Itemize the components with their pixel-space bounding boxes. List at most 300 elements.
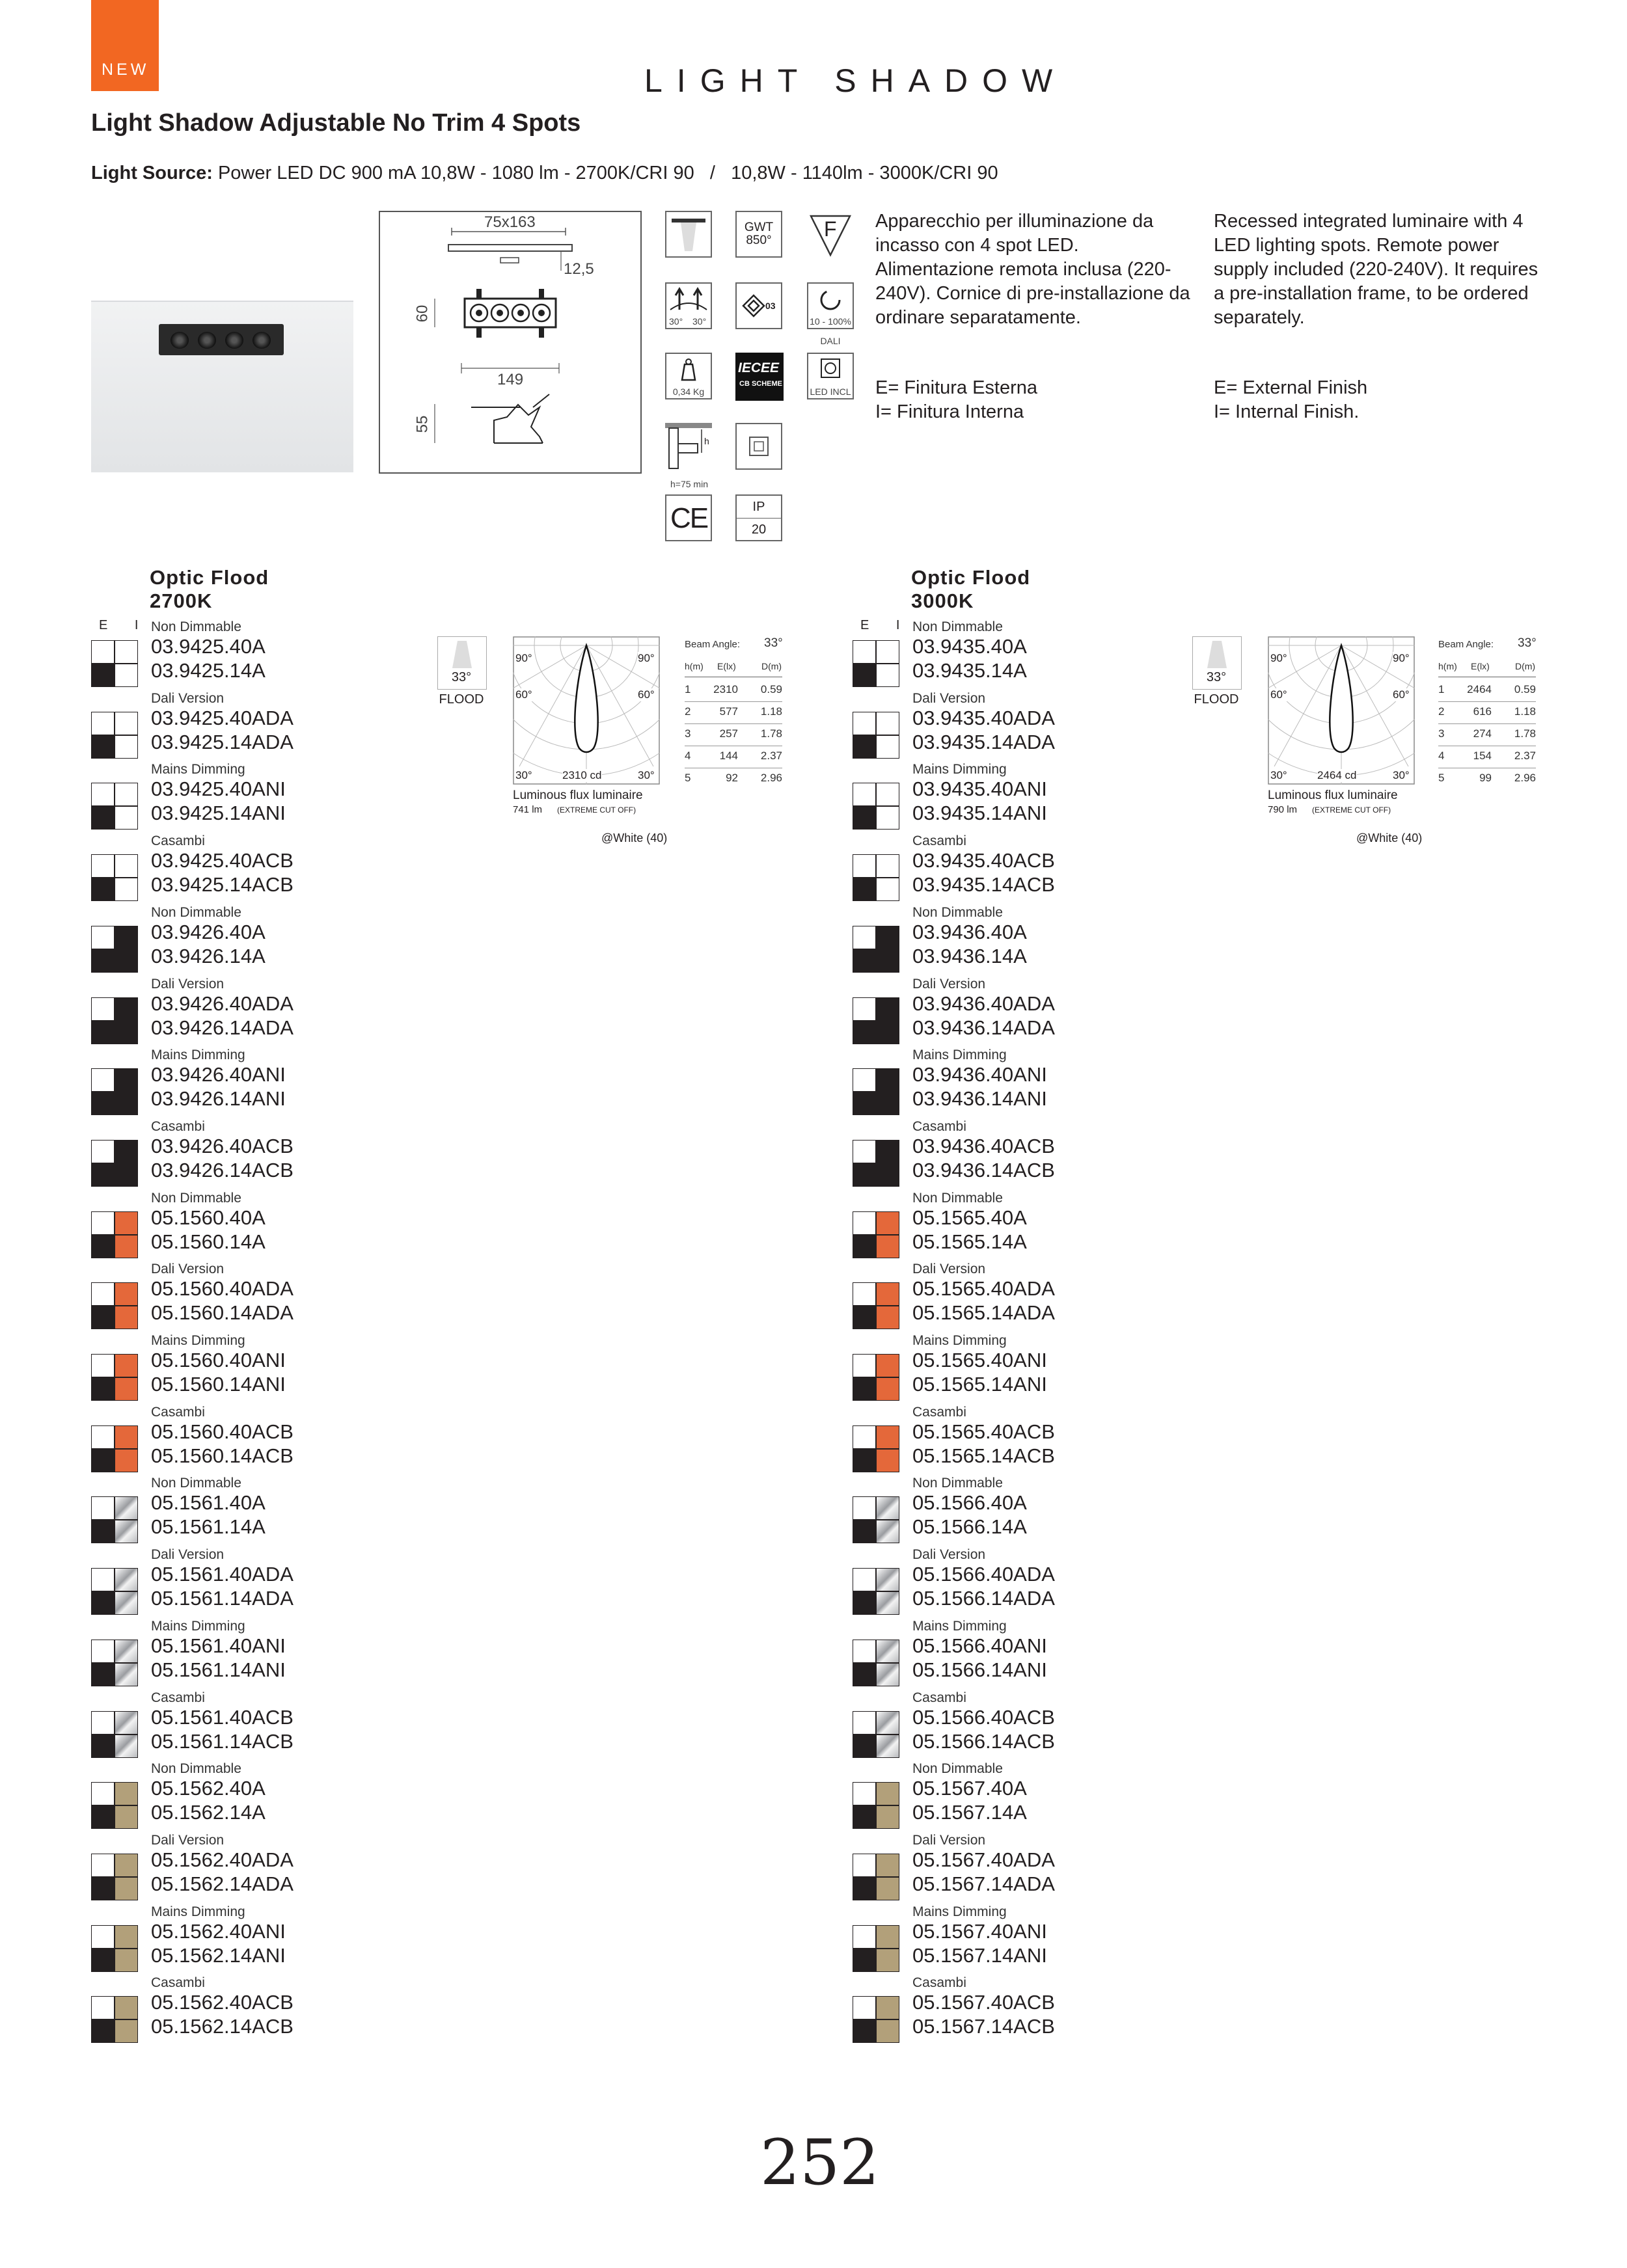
- optic-badge-angle: 33°: [1206, 670, 1227, 684]
- finish-swatch-external: [853, 1640, 876, 1663]
- finish-swatch-internal: [876, 1306, 899, 1329]
- variant-label: Dali Version: [151, 1262, 225, 1277]
- variant-label: Casambi: [912, 1975, 966, 1991]
- variant-label: Mains Dimming: [912, 1333, 1007, 1348]
- finish-legend-it: E= Finitura Esterna I= Finitura Interna: [875, 377, 1038, 422]
- dimension-depth: 12,5: [564, 260, 594, 278]
- product-code: 03.9436.40A: [912, 920, 1027, 943]
- finish-swatch-external: [853, 1306, 876, 1329]
- finish-swatch-external: [91, 1782, 115, 1805]
- table-cell: 2464: [1467, 683, 1492, 695]
- product-code: 05.1560.40A: [151, 1206, 266, 1229]
- height-h: h: [704, 436, 709, 446]
- polar-angle-label: 90°: [1393, 652, 1410, 664]
- finish-swatch-internal: [115, 1711, 138, 1735]
- product-code: 05.1561.40ANI: [151, 1634, 286, 1657]
- finish-swatch-internal: [115, 1092, 138, 1115]
- finish-swatch-external: [91, 1591, 115, 1615]
- finish-swatch-external: [91, 783, 115, 806]
- product-code: 03.9435.40A: [912, 635, 1027, 658]
- finish-swatch-external: [91, 1021, 115, 1044]
- finish-swatch-internal: [115, 735, 138, 759]
- table-cell: 274: [1473, 727, 1492, 740]
- ei-header: E I: [860, 618, 912, 632]
- finish-swatch-internal: [115, 1425, 138, 1449]
- technical-drawing-svg: [380, 212, 640, 472]
- table-cell: 577: [719, 705, 738, 718]
- product-code: 05.1561.14ANI: [151, 1658, 286, 1681]
- table-cell: 2: [685, 705, 691, 718]
- product-code: 03.9426.40ANI: [151, 1063, 286, 1087]
- product-code: 05.1566.40A: [912, 1491, 1027, 1515]
- finish-swatch-external: [91, 664, 115, 687]
- variant-label: Non Dimmable: [151, 1190, 241, 1206]
- variant-label: Non Dimmable: [912, 1761, 1003, 1777]
- product-code: 05.1560.40ACB: [151, 1420, 294, 1443]
- finish-swatch-external: [91, 1449, 115, 1472]
- finish-swatch-external: [853, 1496, 876, 1520]
- finish-swatch-external: [853, 1782, 876, 1805]
- product-code: 05.1560.14A: [151, 1230, 266, 1253]
- product-code: 05.1566.40ACB: [912, 1705, 1055, 1729]
- finish-swatch-internal: [115, 1877, 138, 1900]
- product-code: 05.1565.40ACB: [912, 1420, 1055, 1443]
- finish-swatch-external: [853, 1520, 876, 1543]
- finish-swatch-internal: [876, 1092, 899, 1115]
- product-code: 03.9436.40ACB: [912, 1134, 1055, 1157]
- finish-swatch-internal: [876, 1354, 899, 1377]
- polar-angle-label: 30°: [515, 769, 532, 781]
- variant-label: Dali Version: [151, 690, 225, 706]
- product-title: Light Shadow Adjustable No Trim 4 Spots: [91, 109, 581, 137]
- polar-angle-label: 30°: [1393, 769, 1410, 781]
- finish-swatch-internal: [115, 1354, 138, 1377]
- table-cell: 2.96: [1514, 772, 1536, 784]
- table-header: D(m): [761, 661, 782, 671]
- product-code: 05.1561.40ACB: [151, 1705, 294, 1729]
- finish-swatch-internal: [115, 664, 138, 687]
- variant-label: Non Dimmable: [151, 1761, 241, 1777]
- finish-swatch-external: [91, 1068, 115, 1092]
- beam-angle-label: Beam Angle:: [1438, 639, 1494, 650]
- finish-swatch-internal: [115, 1211, 138, 1235]
- product-code: 05.1560.14ANI: [151, 1373, 286, 1396]
- finish-swatch-internal: [115, 1735, 138, 1758]
- product-code: 03.9426.40A: [151, 920, 266, 943]
- finish-swatch-internal: [115, 2019, 138, 2043]
- finish-swatch-external: [853, 1877, 876, 1900]
- polar-angle-label: 60°: [638, 688, 655, 701]
- finish-swatch-external: [853, 1568, 876, 1591]
- product-code: 03.9435.14ADA: [912, 730, 1055, 753]
- finish-swatch-external: [853, 997, 876, 1021]
- variant-label: Casambi: [912, 833, 966, 849]
- table-cell: 2310: [713, 683, 738, 695]
- finish-swatch-external: [853, 1663, 876, 1686]
- finish-swatch-external: [91, 2019, 115, 2043]
- finish-swatch-external: [91, 926, 115, 949]
- optic-title: Optic Flood: [911, 566, 1031, 589]
- product-code: 05.1565.14A: [912, 1230, 1027, 1253]
- variant-label: Mains Dimming: [912, 1904, 1007, 1919]
- finish-swatch-external: [853, 1140, 876, 1163]
- variant-label: Dali Version: [912, 1832, 986, 1848]
- ei-header: E I: [99, 618, 150, 632]
- finish-swatch-external: [91, 997, 115, 1021]
- finish-swatch-internal: [876, 1663, 899, 1686]
- table-row-rule: [685, 701, 782, 702]
- polar-angle-label: 90°: [638, 652, 655, 664]
- weight-label: 0,34 Kg: [672, 386, 705, 397]
- finish-swatch-external: [91, 1854, 115, 1877]
- product-code: 05.1561.14ACB: [151, 1729, 294, 1753]
- finish-swatch-external: [91, 1282, 115, 1306]
- finish-swatch-internal: [876, 854, 899, 878]
- product-code: 03.9426.14A: [151, 944, 266, 967]
- finish-swatch-internal: [876, 1282, 899, 1306]
- finish-swatch-internal: [115, 1996, 138, 2019]
- product-code: 05.1560.40ANI: [151, 1349, 286, 1371]
- finish-swatch-external: [91, 1425, 115, 1449]
- variant-label: Non Dimmable: [912, 1190, 1003, 1206]
- product-code: 05.1565.40A: [912, 1206, 1027, 1229]
- product-code: 03.9425.14A: [151, 659, 266, 682]
- product-code: 05.1562.14ACB: [151, 2015, 294, 2038]
- finish-swatch-external: [853, 806, 876, 830]
- finish-swatch-external: [91, 1520, 115, 1543]
- finish-swatch-internal: [876, 1591, 899, 1615]
- product-code: 03.9425.14ANI: [151, 802, 286, 825]
- polar-angle-label: 60°: [1270, 688, 1287, 701]
- flux-note: (EXTREME CUT OFF): [557, 805, 636, 815]
- finish-swatch-internal: [115, 1235, 138, 1258]
- finish-swatch-internal: [876, 640, 899, 664]
- finish-swatch-external: [91, 1711, 115, 1735]
- table-cell: 257: [719, 727, 738, 740]
- product-code: 05.1565.14ADA: [912, 1301, 1055, 1325]
- table-cell: 4: [685, 749, 691, 762]
- product-code: 05.1567.40ANI: [912, 1919, 1047, 1943]
- ip-rating-icon: [735, 494, 782, 541]
- product-code: 03.9426.40ACB: [151, 1134, 294, 1157]
- finish-swatch-internal: [115, 1377, 138, 1401]
- polar-angle-label: 30°: [1270, 769, 1287, 781]
- table-row-rule: [1438, 723, 1536, 724]
- brand-title: LIGHT SHADOW: [644, 62, 1067, 99]
- product-code: 05.1566.14ADA: [912, 1587, 1055, 1610]
- product-code: 05.1561.14A: [151, 1515, 266, 1539]
- finish-swatch-internal: [115, 712, 138, 735]
- finish-swatch-external: [91, 1140, 115, 1163]
- finish-swatch-internal: [876, 1854, 899, 1877]
- finish-swatch-internal: [115, 997, 138, 1021]
- dimension-width-bottom: 149: [497, 371, 524, 388]
- finish-swatch-internal: [115, 1163, 138, 1187]
- variant-label: Casambi: [151, 833, 205, 849]
- finish-swatch-internal: [115, 1306, 138, 1329]
- finish-swatch-internal: [876, 1021, 899, 1044]
- table-cell: 0.59: [760, 683, 782, 695]
- finish-swatch-external: [91, 640, 115, 664]
- finish-swatch-internal: [876, 878, 899, 901]
- finish-swatch-internal: [115, 1854, 138, 1877]
- variant-label: Non Dimmable: [912, 1476, 1003, 1491]
- product-code: 03.9436.14ANI: [912, 1087, 1047, 1111]
- table-header: E(lx): [717, 661, 736, 671]
- variant-label: Dali Version: [151, 1832, 225, 1848]
- variant-label: Dali Version: [912, 690, 986, 706]
- recessed-icon: [665, 211, 712, 258]
- finish-swatch-internal: [115, 878, 138, 901]
- table-cell: 2.37: [760, 749, 782, 762]
- table-cell: 3: [1438, 727, 1445, 740]
- finish-swatch-internal: [876, 1496, 899, 1520]
- product-code: 05.1566.40ADA: [912, 1563, 1055, 1586]
- finish-swatch-external: [91, 1092, 115, 1115]
- finish-swatch-internal: [115, 1663, 138, 1686]
- ce-label: CE: [670, 502, 708, 534]
- polar-angle-label: 30°: [638, 769, 655, 781]
- product-code: 03.9425.40ACB: [151, 849, 294, 872]
- finish-swatch-external: [853, 1211, 876, 1235]
- finish-swatch-internal: [876, 1782, 899, 1805]
- product-code: 05.1561.40A: [151, 1491, 266, 1515]
- polar-angle-label: 90°: [1270, 652, 1287, 664]
- product-code: 05.1566.14ACB: [912, 1729, 1055, 1753]
- optic-badge-label: FLOOD: [439, 692, 484, 707]
- finish-swatch-external: [853, 1591, 876, 1615]
- iecee-label: IECEE: [738, 360, 780, 375]
- finish-swatch-external: [91, 854, 115, 878]
- product-code: 03.9425.40ANI: [151, 777, 286, 801]
- table-header: E(lx): [1471, 661, 1490, 671]
- finish-swatch-internal: [876, 926, 899, 949]
- finish-swatch-external: [853, 1996, 876, 2019]
- description-it: Apparecchio per illuminazione da incasso con 4 spot LED. Alimentazione remota inclusa (220-240V). Cornice di pre-installazione da ordinare separatamente.: [875, 211, 1190, 328]
- product-code: 05.1565.14ANI: [912, 1373, 1047, 1396]
- table-cell: 5: [1438, 772, 1445, 784]
- finish-swatch-external: [91, 949, 115, 973]
- product-code: 05.1567.14ADA: [912, 1872, 1055, 1895]
- finish-swatch-external: [853, 1735, 876, 1758]
- flux-label: Luminous flux luminaire: [1268, 789, 1398, 802]
- finish-swatch-external: [91, 1663, 115, 1686]
- finish-swatch-external: [853, 1449, 876, 1472]
- class-icon: [735, 282, 782, 329]
- product-code: 03.9426.14ADA: [151, 1016, 294, 1039]
- dim-range: 10 - 100%: [810, 316, 851, 327]
- flux-value: 790 lm: [1268, 804, 1298, 815]
- gwt-label: GWT: [744, 221, 774, 234]
- product-code: 03.9435.40ACB: [912, 849, 1055, 872]
- finish-swatch-internal: [876, 1949, 899, 1972]
- polar-angle-label: 90°: [515, 652, 532, 664]
- finish-swatch-external: [853, 783, 876, 806]
- optic-title: Optic Flood: [150, 566, 269, 589]
- table-cell: 99: [1479, 772, 1492, 784]
- finish-swatch-internal: [115, 1640, 138, 1663]
- finish-note: @White (40): [601, 831, 668, 844]
- product-code: 03.9436.40ANI: [912, 1063, 1047, 1087]
- product-code: 05.1560.14ACB: [151, 1444, 294, 1467]
- table-row-rule: [1438, 701, 1536, 702]
- finish-swatch-internal: [115, 1140, 138, 1163]
- tilt-right: 30°: [692, 316, 707, 327]
- optic-badge-label: FLOOD: [1194, 692, 1239, 707]
- finish-swatch-external: [853, 735, 876, 759]
- finish-swatch-internal: [876, 1640, 899, 1663]
- finish-swatch-internal: [876, 1996, 899, 2019]
- table-cell: 5: [685, 772, 691, 784]
- product-photo: [91, 301, 353, 472]
- product-code: 05.1562.14A: [151, 1801, 266, 1824]
- variant-label: Non Dimmable: [151, 619, 241, 634]
- product-code: 05.1567.14ANI: [912, 1943, 1047, 1967]
- gwt-icon: [735, 211, 782, 258]
- product-code: 03.9426.14ACB: [151, 1158, 294, 1181]
- finish-swatch-external: [853, 1949, 876, 1972]
- finish-swatch-internal: [115, 1520, 138, 1543]
- product-code: 03.9435.14A: [912, 659, 1027, 682]
- ip-label: IP: [737, 496, 781, 519]
- beam-angle-value: 33°: [1518, 636, 1537, 650]
- finish-swatch-internal: [115, 926, 138, 949]
- flux-note: (EXTREME CUT OFF): [1312, 805, 1391, 815]
- finish-swatch-internal: [876, 1711, 899, 1735]
- flux-label: Luminous flux luminaire: [513, 789, 643, 802]
- finish-swatch-internal: [876, 1377, 899, 1401]
- weight-icon: [665, 353, 712, 399]
- finish-swatch-external: [91, 806, 115, 830]
- variant-label: Dali Version: [912, 976, 986, 992]
- finish-swatch-external: [91, 1949, 115, 1972]
- product-code: 03.9425.40ADA: [151, 706, 294, 729]
- finish-swatch-external: [853, 1235, 876, 1258]
- variant-label: Casambi: [151, 1404, 205, 1420]
- iecee-sub: CB SCHEME: [739, 380, 783, 388]
- finish-swatch-external: [91, 1306, 115, 1329]
- led-incl-icon: [807, 353, 854, 399]
- product-code: 05.1562.40ADA: [151, 1848, 294, 1871]
- beam-angle-label: Beam Angle:: [685, 639, 741, 650]
- variant-label: Mains Dimming: [912, 1047, 1007, 1063]
- new-badge-label: NEW: [102, 61, 150, 79]
- finish-swatch-internal: [876, 1925, 899, 1949]
- finish-swatch-external: [853, 1021, 876, 1044]
- finish-swatch-internal: [876, 1068, 899, 1092]
- finish-swatch-internal: [115, 1949, 138, 1972]
- finish-swatch-external: [91, 1496, 115, 1520]
- finish-swatch-internal: [876, 1735, 899, 1758]
- dimension-width-top: 75x163: [484, 213, 536, 231]
- finish-swatch-external: [91, 1805, 115, 1829]
- finish-swatch-internal: [115, 1449, 138, 1472]
- finish-swatch-external: [853, 664, 876, 687]
- product-code: 05.1566.40ANI: [912, 1634, 1047, 1657]
- variant-label: Non Dimmable: [912, 619, 1003, 634]
- table-cell: 4: [1438, 749, 1445, 762]
- finish-swatch-external: [91, 1354, 115, 1377]
- product-code: 05.1566.14ANI: [912, 1658, 1047, 1681]
- page-number: 252: [760, 2126, 880, 2199]
- finish-swatch-internal: [115, 1925, 138, 1949]
- variant-label: Non Dimmable: [912, 904, 1003, 920]
- product-code: 03.9435.40ANI: [912, 777, 1047, 801]
- finish-swatch-internal: [876, 1163, 899, 1187]
- finish-swatch-internal: [876, 1877, 899, 1900]
- finish-note: @White (40): [1356, 831, 1423, 844]
- product-code: 05.1560.14ADA: [151, 1301, 294, 1325]
- finish-legend-en: E= External Finish I= Internal Finish.: [1214, 377, 1368, 422]
- new-badge: [91, 0, 159, 91]
- finish-swatch-internal: [876, 664, 899, 687]
- finish-swatch-internal: [876, 1520, 899, 1543]
- finish-swatch-internal: [115, 1568, 138, 1591]
- finish-swatch-internal: [115, 1805, 138, 1829]
- finish-swatch-internal: [876, 735, 899, 759]
- finish-swatch-external: [91, 712, 115, 735]
- product-code: 03.9435.14ANI: [912, 802, 1047, 825]
- finish-swatch-external: [853, 1092, 876, 1115]
- table-header: h(m): [685, 661, 704, 671]
- variant-label: Dali Version: [151, 976, 225, 992]
- peak-intensity: 2310 cd: [562, 769, 602, 781]
- finish-swatch-internal: [115, 1782, 138, 1805]
- product-code: 05.1567.40ADA: [912, 1848, 1055, 1871]
- finish-swatch-external: [853, 1805, 876, 1829]
- description-en: Recessed integrated luminaire with 4 LED lighting spots. Remote power supply included (220-240V). It requires a pre-installation frame, to be ordered separately.: [1214, 211, 1538, 328]
- finish-swatch-external: [91, 1163, 115, 1187]
- finish-swatch-internal: [115, 783, 138, 806]
- finish-swatch-external: [91, 1640, 115, 1663]
- product-code: 05.1565.40ADA: [912, 1277, 1055, 1301]
- table-cell: 1.78: [1514, 727, 1536, 740]
- finish-swatch-external: [91, 1735, 115, 1758]
- finish-swatch-external: [853, 712, 876, 735]
- finish-swatch-internal: [876, 1140, 899, 1163]
- product-code: 05.1561.40ADA: [151, 1563, 294, 1586]
- finish-swatch-internal: [876, 949, 899, 973]
- variant-label: Mains Dimming: [151, 1904, 245, 1919]
- variant-label: Mains Dimming: [151, 1618, 245, 1634]
- finish-swatch-internal: [876, 783, 899, 806]
- product-code: 05.1562.14ADA: [151, 1872, 294, 1895]
- peak-intensity: 2464 cd: [1317, 769, 1357, 781]
- product-code: 03.9426.40ADA: [151, 992, 294, 1015]
- product-code: 05.1565.14ACB: [912, 1444, 1055, 1467]
- table-cell: 2.96: [760, 772, 782, 784]
- variant-label: Mains Dimming: [912, 1618, 1007, 1634]
- finish-swatch-external: [853, 640, 876, 664]
- finish-swatch-internal: [115, 1496, 138, 1520]
- product-code: 05.1561.14ADA: [151, 1587, 294, 1610]
- finish-swatch-external: [91, 735, 115, 759]
- variant-label: Non Dimmable: [151, 1476, 241, 1491]
- finish-swatch-internal: [115, 1021, 138, 1044]
- h-min-label: h=75 min: [670, 479, 708, 489]
- finish-swatch-external: [853, 854, 876, 878]
- finish-swatch-external: [853, 1925, 876, 1949]
- square-trim-icon: [735, 423, 782, 470]
- variant-label: Casambi: [151, 1690, 205, 1705]
- finish-swatch-external: [853, 1354, 876, 1377]
- variant-label: Dali Version: [912, 1547, 986, 1563]
- product-code: 05.1562.40ACB: [151, 1991, 294, 2014]
- adjustable-icon: [665, 282, 712, 329]
- flux-value: 741 lm: [513, 804, 543, 815]
- finish-swatch-internal: [876, 1235, 899, 1258]
- dali-label: DALI: [820, 336, 841, 346]
